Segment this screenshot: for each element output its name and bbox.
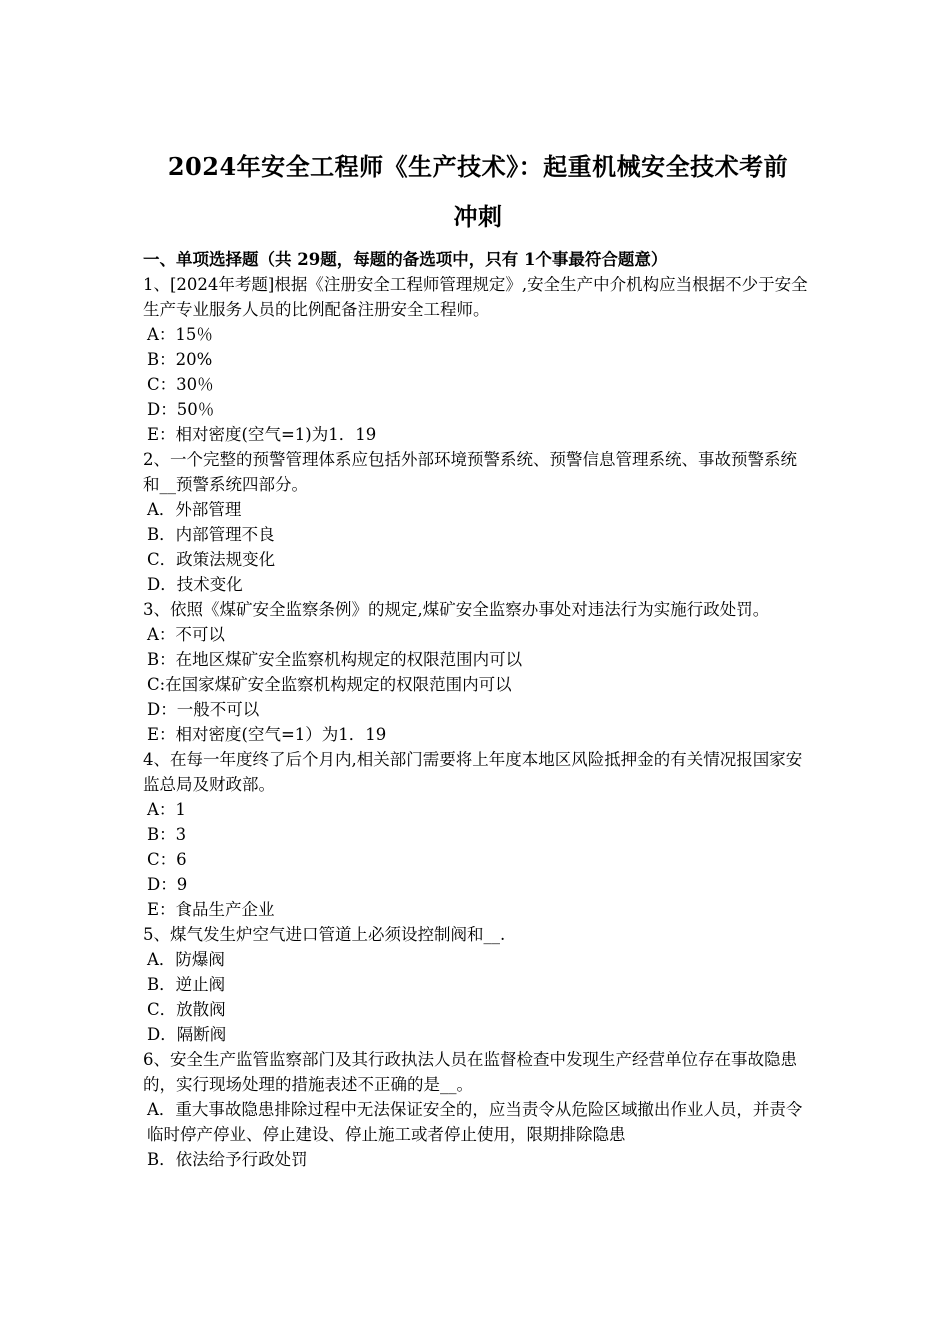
option-b: B：3 <box>147 825 187 844</box>
option-b: B．内部管理不良 <box>147 525 275 544</box>
option-c: C．放散阀 <box>147 1000 226 1019</box>
question-5 <box>143 922 813 1047</box>
title-line-2: 冲刺 <box>453 202 503 231</box>
option-e: E：食品生产企业 <box>147 900 275 919</box>
document-title <box>143 142 813 242</box>
option-a: A．外部管理 <box>147 500 242 519</box>
option-c: C:在国家煤矿安全监察机构规定的权限范围内可以 <box>147 675 512 694</box>
option-c: C：30％ <box>147 375 214 394</box>
option-a: A．重大事故隐患排除过程中无法保证安全的，应当责令从危险区域撤出作业人员，并责令临时停产停业、停止建设、停止施工或者停止使用，限期排除隐患 <box>147 1100 803 1144</box>
question-list <box>143 272 813 1172</box>
option-a: A：不可以 <box>147 625 225 644</box>
question-stem: 2、一个完整的预警管理体系应包括外部环境预警系统、预警信息管理系统、事故预警系统和__预警系统四部分。 <box>143 450 797 494</box>
question-1 <box>143 272 813 447</box>
question-stem: 6、安全生产监管监察部门及其行政执法人员在监督检查中发现生产经营单位存在事故隐患的，实行现场处理的措施表述不正确的是__。 <box>143 1050 797 1094</box>
option-a: A．防爆阀 <box>147 950 225 969</box>
option-b: B．逆止阀 <box>147 975 226 994</box>
option-b: B：在地区煤矿安全监察机构规定的权限范围内可以 <box>147 650 523 669</box>
question-stem: 3、依照《煤矿安全监察条例》的规定,煤矿安全监察办事处对违法行为实施行政处罚。 <box>143 600 770 619</box>
option-d: D．隔断阀 <box>147 1025 227 1044</box>
option-e: E：相对密度(空气=1)为1．19 <box>147 425 377 444</box>
option-b: B：20% <box>147 350 213 369</box>
option-d: D：9 <box>147 875 188 894</box>
option-c: C：6 <box>147 850 187 869</box>
option-a: A：15％ <box>147 325 213 344</box>
title-line-1: 2024年安全工程师《生产技术》：起重机械安全技术考前 <box>167 152 789 181</box>
question-6 <box>143 1047 813 1172</box>
option-a: A：1 <box>147 800 186 819</box>
question-2 <box>143 447 813 597</box>
option-d: D：一般不可以 <box>147 700 260 719</box>
question-3 <box>143 597 813 747</box>
option-b: B．依法给予行政处罚 <box>147 1150 308 1169</box>
option-d: D．技术变化 <box>147 575 243 594</box>
question-stem: 5、煤气发生炉空气进口管道上必须设控制阀和__. <box>143 925 506 944</box>
question-stem: 4、在每一年度终了后个月内,相关部门需要将上年度本地区风险抵押金的有关情况报国家安监总局及财政部。 <box>143 750 803 794</box>
question-stem: 1、[2024年考题]根据《注册安全工程师管理规定》,安全生产中介机构应当根据不少于安全生产专业服务人员的比例配备注册安全工程师。 <box>143 275 808 319</box>
document-page <box>143 142 813 1172</box>
question-4 <box>143 747 813 922</box>
option-c: C．政策法规变化 <box>147 550 276 569</box>
option-d: D：50％ <box>147 400 215 419</box>
option-e: E：相对密度(空气=1）为1．19 <box>147 725 387 744</box>
section-heading: 一、单项选择题（共 29题，每题的备选项中，只有 1个事最符合题意） <box>143 250 668 269</box>
